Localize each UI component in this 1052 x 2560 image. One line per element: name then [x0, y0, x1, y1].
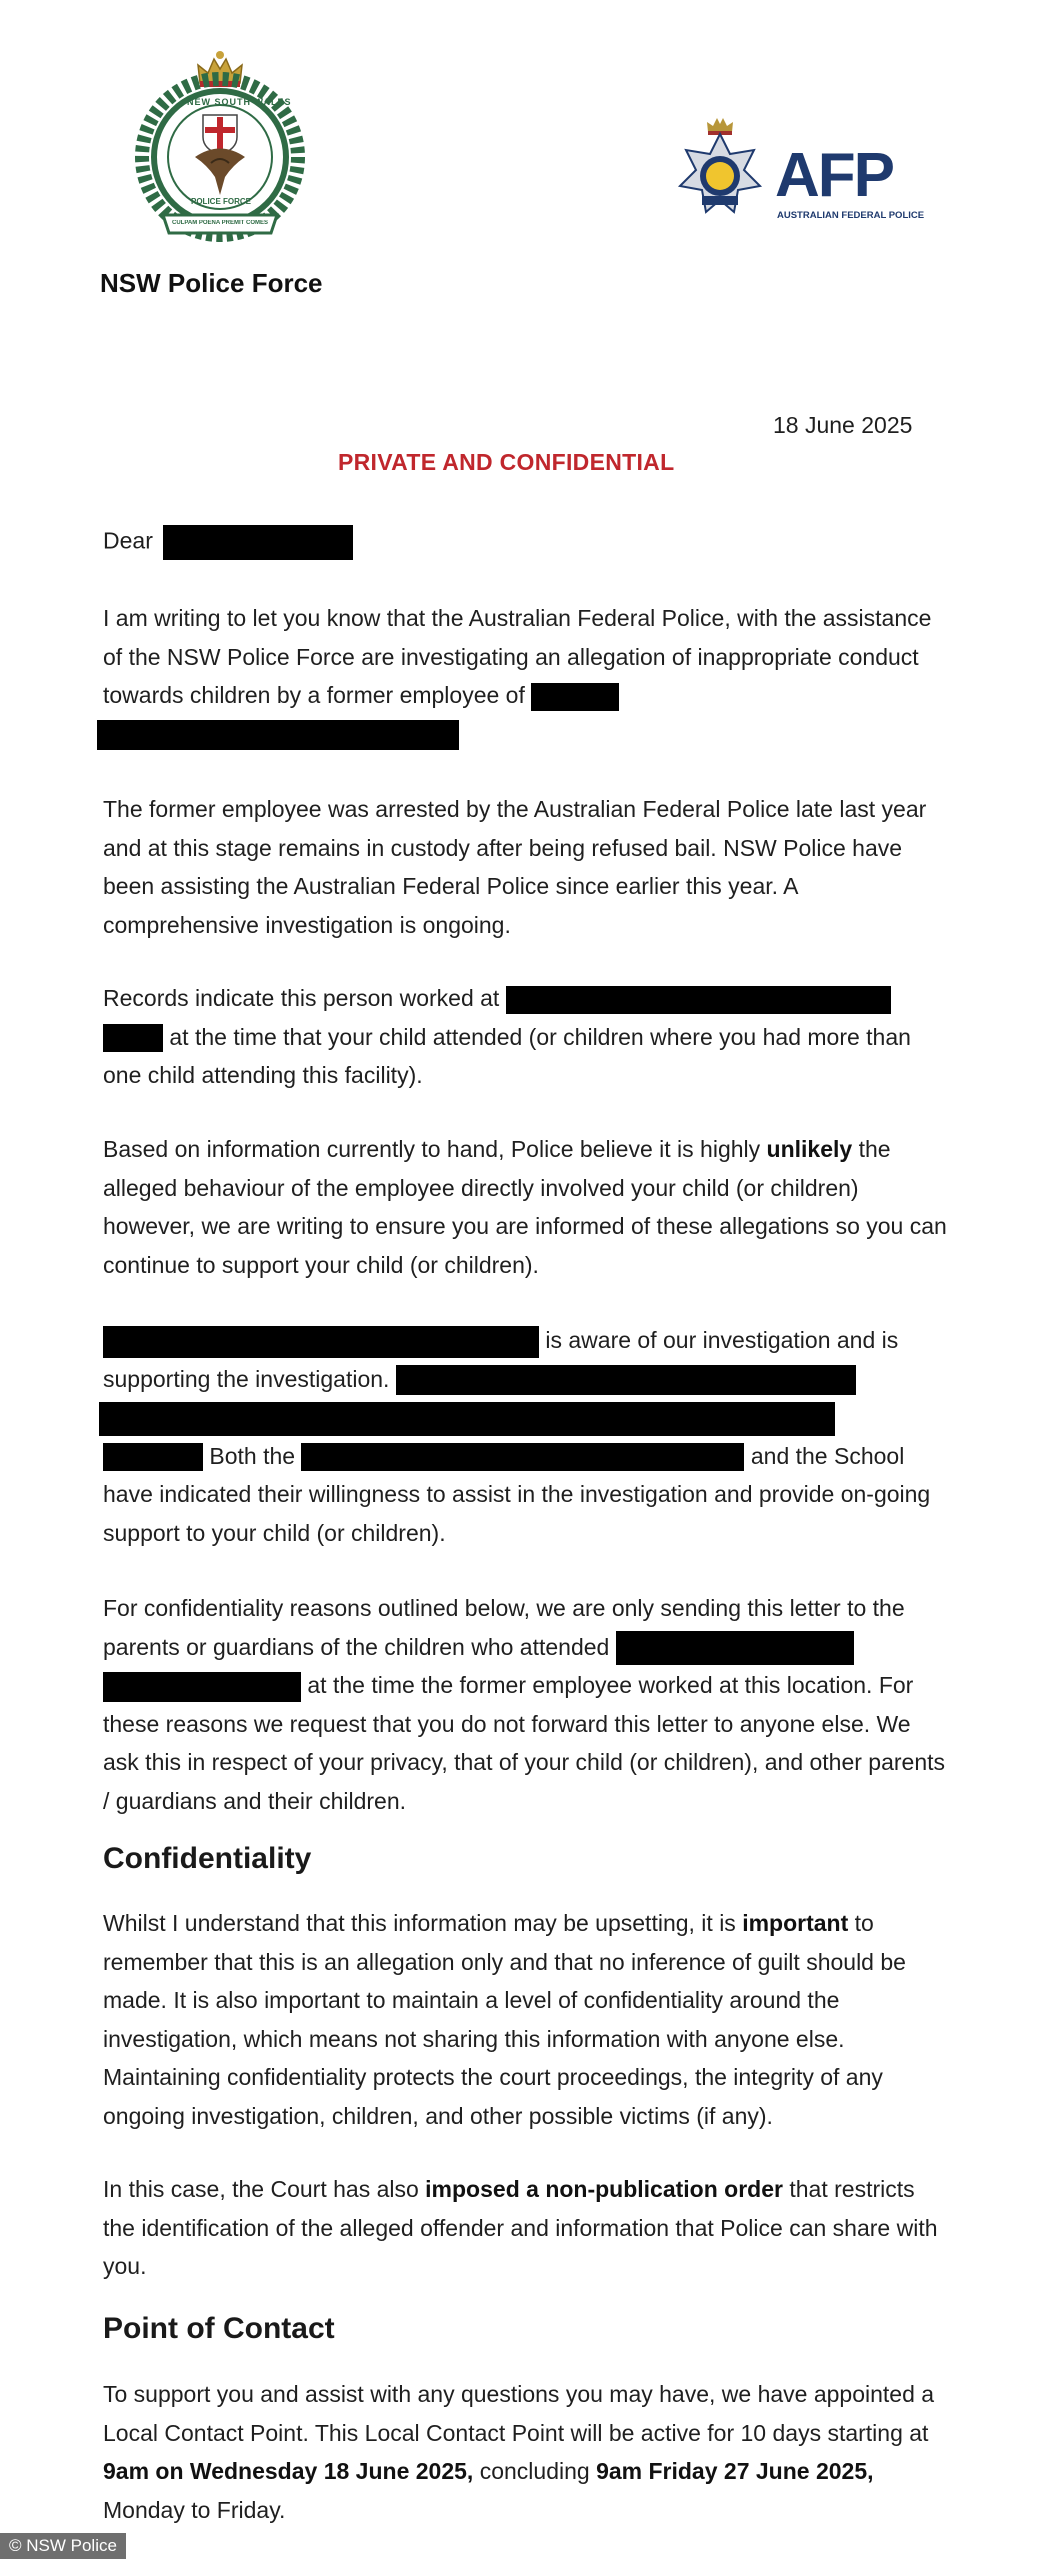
- redaction-bar: [99, 1402, 835, 1436]
- p8-bold-order: imposed a non-publication order: [425, 2176, 783, 2202]
- redaction-bar: [103, 1443, 203, 1471]
- paragraph-6: [103, 1589, 948, 1820]
- p4-bold-unlikely: unlikely: [766, 1136, 853, 1162]
- crest-text-top: NEW SOUTH WALES: [187, 97, 292, 107]
- redaction-bar: [616, 1631, 854, 1665]
- heading-point-of-contact: Point of Contact: [103, 2312, 335, 2345]
- redaction-bar: [97, 720, 459, 750]
- p4-text-a: Based on information currently to hand, Police believe it is highly: [103, 1136, 761, 1162]
- nsw-police-name: NSW Police Force: [100, 268, 323, 298]
- redaction-bar: [396, 1365, 856, 1395]
- paragraph-8: [103, 2170, 948, 2286]
- afp-abbr: AFP: [775, 141, 893, 210]
- paragraph-9: [103, 2375, 948, 2529]
- redaction-bar: [163, 525, 353, 560]
- p6-text-b: at the time the former employee worked at this location. For these reasons we request that you do not forward this letter to anyone else. We ask this in respect of your privacy, that of your child (or children), and other parents / guardians and their children.: [103, 1672, 946, 1814]
- p7-text-b: to remember that this is an allegation only and that no inference of guilt should be made. It is also important to maintain a level of confidentiality around the investigation, which means not sharing this information with anyone else. Maintaining confidentiality protects the court proceedings, the integrity of any ongoing investigation, children, and other possible victims (if any).: [103, 1910, 906, 2129]
- afp-full-name: AUSTRALIAN FEDERAL POLICE: [777, 210, 925, 221]
- afp-logo: [672, 112, 932, 232]
- crest-motto: CULPAM POENA PREMIT COMES: [171, 220, 268, 226]
- p6-text-a: For confidentiality reasons outlined below, we are only sending this letter to the parents or guardians of the children who attended: [103, 1595, 905, 1660]
- redaction-bar: [301, 1443, 744, 1471]
- p9-text-c: Monday to Friday.: [103, 2496, 286, 2523]
- redaction-bar: [531, 683, 619, 711]
- paragraph-5: [103, 1321, 948, 1552]
- p9-bold-end: 9am Friday 27 June 2025,: [596, 2458, 874, 2484]
- p7-bold-important: important: [742, 1910, 849, 1936]
- p5-text-b: Both the: [209, 1442, 296, 1469]
- paragraph-2: [103, 790, 948, 944]
- redaction-bar: [103, 1672, 301, 1702]
- p4-text-b: the alleged behaviour of the employee directly involved your child (or children) however, we are writing to ensure you are informed of these allegations so you can continue to support your child (or children).: [103, 1136, 947, 1278]
- p3-text-b: at the time that your child attended (or children where you had more than one child attending this facility).: [103, 1023, 911, 1088]
- redaction-bar: [506, 986, 891, 1014]
- p7-text-a: Whilst I understand that this information may be upsetting, it is: [103, 1910, 736, 1936]
- redaction-bar: [103, 1326, 539, 1358]
- paragraph-1: [103, 599, 948, 753]
- p2-text: The former employee was arrested by the Australian Federal Police late last year and at this stage remains in custody after being refused bail. NSW Police have been assisting the Australian Federal Police since earlier this year. A comprehensive investigation is ongoing.: [103, 796, 927, 938]
- classification-label: PRIVATE AND CONFIDENTIAL: [338, 449, 675, 475]
- p9-text-a: To support you and assist with any questions you may have, we have appointed a Local Contact Point. This Local Contact Point will be active for 10 days starting at: [103, 2381, 935, 2446]
- salutation-text: Dear: [103, 527, 153, 554]
- p9-text-b: concluding: [479, 2458, 590, 2484]
- p8-text-b: that restricts the identification of the alleged offender and information that Police can share with you.: [103, 2176, 938, 2279]
- paragraph-7: [103, 1904, 948, 2135]
- paragraph-3: [103, 979, 948, 1095]
- salutation: [103, 525, 353, 560]
- letter-date: 18 June 2025: [773, 412, 913, 438]
- crest-text-mid: POLICE FORCE: [191, 197, 252, 206]
- p5-text-c: and the School have indicated their willingness to assist in the investigation and provide on-going support to your child (or children).: [103, 1442, 931, 1546]
- p8-text-a: In this case, the Court has also: [103, 2176, 419, 2202]
- heading-confidentiality: Confidentiality: [103, 1842, 312, 1875]
- redaction-bar: [103, 1024, 163, 1052]
- photo-credit: © NSW Police: [0, 2533, 126, 2559]
- nsw-police-crest: [125, 45, 315, 255]
- p9-bold-start: 9am on Wednesday 18 June 2025,: [103, 2458, 474, 2484]
- p1-text: I am writing to let you know that the Australian Federal Police, with the assistance of the NSW Police Force are investigating an allegation of inappropriate conduct towards children by a former employee of: [103, 605, 932, 708]
- p5-text-a: is aware of our investigation and is supporting the investigation.: [103, 1327, 899, 1392]
- afp-badge-icon: [672, 112, 768, 222]
- paragraph-4: [103, 1130, 948, 1284]
- p3-text-a: Records indicate this person worked at: [103, 985, 500, 1011]
